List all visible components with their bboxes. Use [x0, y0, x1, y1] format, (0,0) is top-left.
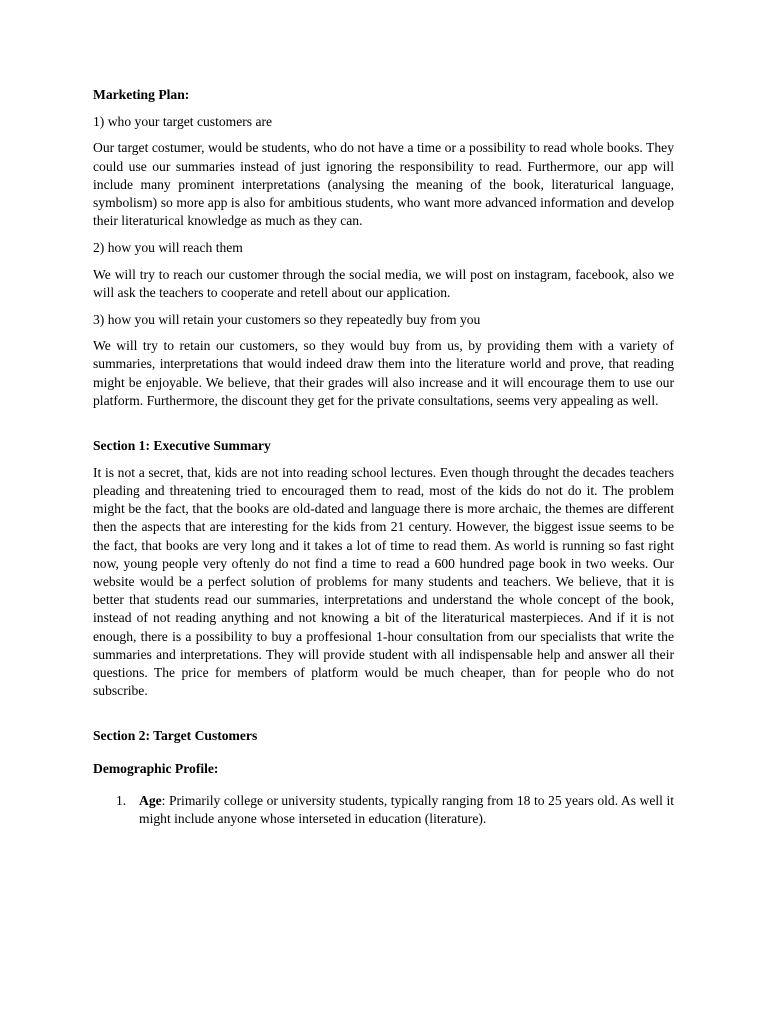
answer-3-paragraph: We will try to retain our customers, so they would buy from us, by providing them with a variety of summaries, interpretations that would indeed draw them into the literature world and prove, that reading might be enjoyable. We believe, that their grades will also increase and it will encourage them to use our platform. Furthermore, the discount they get for the private consultations, seems very appealing as well. [93, 338, 674, 408]
answer-1-paragraph: Our target costumer, would be students, who do not have a time or a possibility to read whole books. They could use our summaries instead of just ignoring the responsibility to read. Furthermore, our app will include many prominent interpretations (analysing the meaning of the book, literaturical language, symbolism) so more app is also for ambitious students, who want more advanced information and develop their literaturical knowledge as much as they can. [93, 140, 674, 229]
question-2: 2) how you will reach them [93, 239, 243, 255]
list-item-text: : Primarily college or university students, typically ranging from 18 to 25 years old. As well it might include anyone whose interseted in education (literature). [139, 792, 674, 826]
section-2-title: Section 2: Target Customers [93, 728, 258, 744]
list-item-number: 1. [116, 792, 127, 808]
list-item-term: Age [139, 792, 162, 808]
executive-summary-paragraph: It is not a secret, that, kids are not into reading school lectures. Even though throught the decades teachers pleading and threatening tried to encouraged them to read, most of the kids do not do it. The problem might be the fact, that the books are old-dated and language there is more archaic, the themes are different then the aspects that are interesting for the kids from 21 century. However, the biggest issue seems to be the fact, that books are very long and it takes a lot of time to read them. As world is running so fast right now, young people very oftenly do not find a time to read a 600 hundred page book in two weeks. Our website would be a perfect solution of problems for many students and teachers. We believe, that it is better that students read our summaries, interpretations and understand the whole concept of the book, instead of not reading anything and not knowing a bit of the literaturical masterpieces. And if it is not enough, there is a possibility to buy a proffesional 1-hour consultation from our specialists that write the summaries and interpretations. They will provide student with all indispensable help and answer all their questions. The price for members of platform would be much cheaper, than for people who do not subscribe. [93, 464, 674, 699]
list-item [93, 792, 674, 828]
demographic-profile-subtitle: Demographic Profile: [93, 760, 219, 776]
question-1: 1) who your target customers are [93, 113, 273, 129]
demographic-list [93, 792, 674, 828]
answer-2-paragraph: We will try to reach our customer through the social media, we will post on instagram, facebook, also we will ask the teachers to cooperate and retell about our application. [93, 266, 674, 300]
question-3: 3) how you will retain your customers so they repeatedly buy from you [93, 311, 481, 327]
document-page [93, 86, 674, 828]
section-1-title: Section 1: Executive Summary [93, 438, 271, 454]
marketing-plan-title: Marketing Plan: [93, 87, 190, 102]
